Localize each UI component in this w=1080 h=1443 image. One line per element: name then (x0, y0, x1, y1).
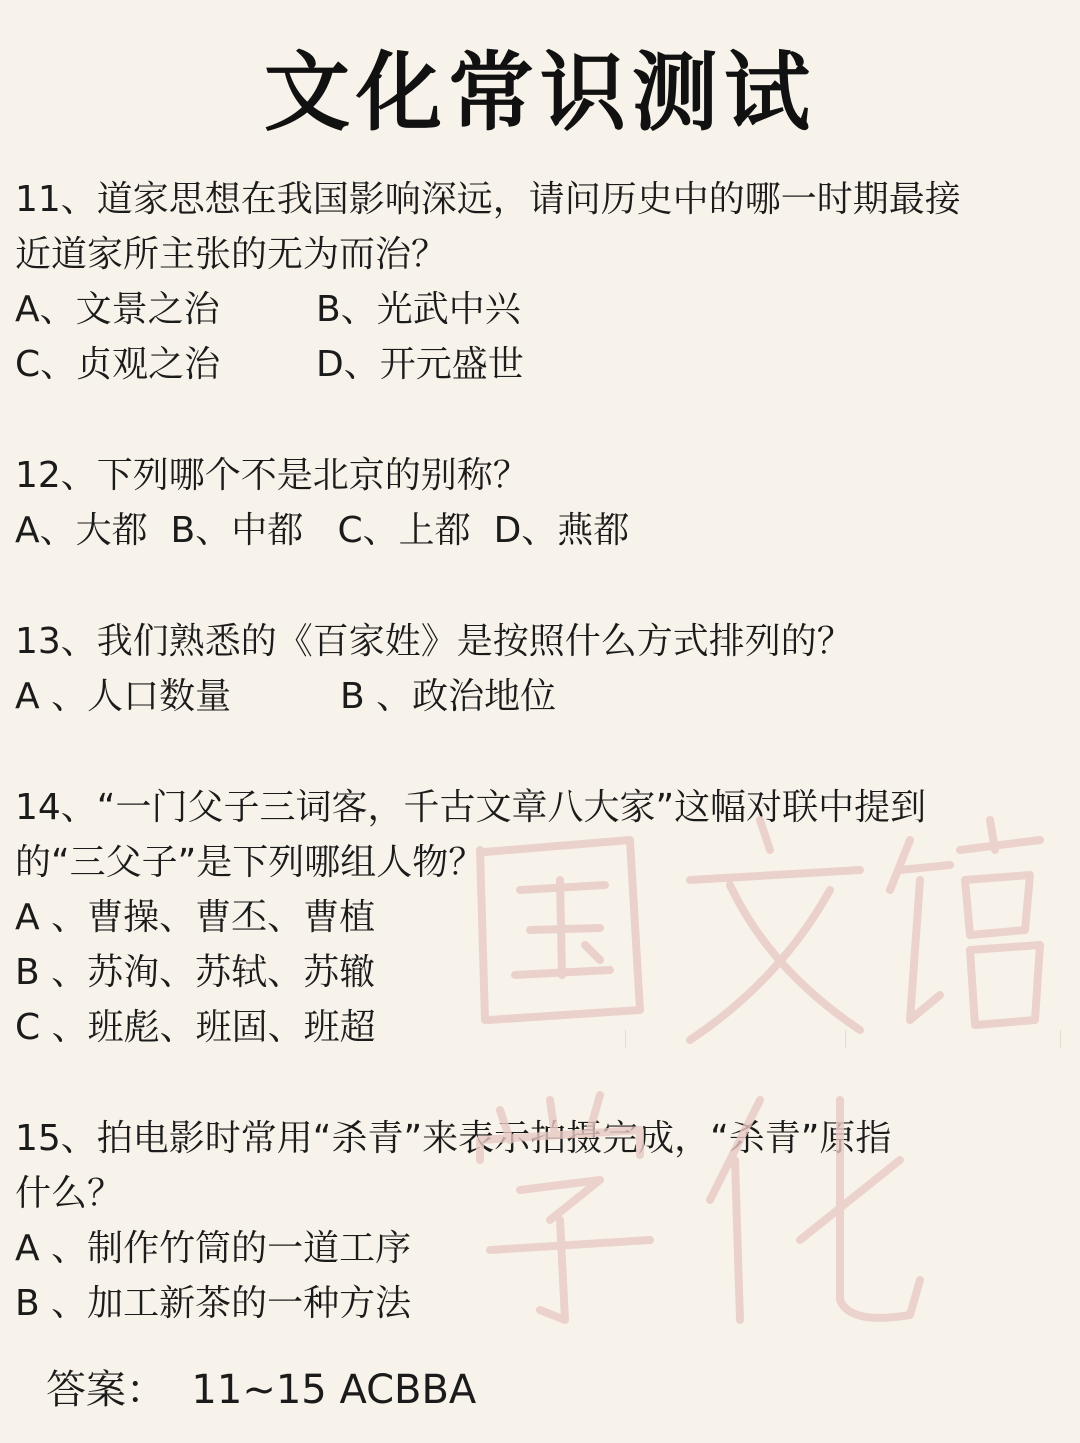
divider-tick (625, 1030, 626, 1048)
option: B、光武中兴 (316, 289, 521, 330)
option: A 、人口数量 (15, 676, 232, 717)
option: A 、制作竹筒的一道工序 (15, 1228, 412, 1269)
option-row (15, 503, 1065, 558)
question-15 (15, 1111, 1065, 1331)
question-text: 15、拍电影时常用“杀青”来表示拍摄完成，“杀青”原指 (15, 1118, 892, 1159)
option: A 、曹操、曹丕、曹植 (15, 897, 376, 938)
question-13 (15, 614, 1065, 724)
option: C 、班彪、班固、班超 (15, 1007, 376, 1048)
question-12 (15, 448, 1065, 558)
option: B 、加工新茶的一种方法 (15, 1283, 412, 1324)
question-14 (15, 780, 1065, 1055)
option: A、大都 B、中都 C、上都 D、燕都 (15, 510, 630, 551)
answer-key: 答案： 11~15 ACBBA (46, 1367, 477, 1413)
option-row (15, 1221, 1065, 1276)
question-text: 12、下列哪个不是北京的别称？ (15, 455, 529, 496)
option: B 、政治地位 (340, 676, 557, 717)
question-text: 11、道家思想在我国影响深远，请问历史中的哪一时期最接 (15, 179, 961, 220)
page-title: 文化常识测试 (264, 43, 816, 143)
question-11 (15, 172, 1065, 392)
option: A、文景之治 (15, 289, 220, 330)
option-row (15, 282, 1065, 337)
question-text: 14、“一门父子三词客，千古文章八大家”这幅对联中提到 (15, 787, 927, 828)
option-row (15, 945, 1065, 1000)
divider-tick (845, 1030, 846, 1048)
question-list (15, 172, 1065, 1331)
option-row (15, 1276, 1065, 1331)
option-row (15, 337, 1065, 392)
divider-tick (1060, 1030, 1061, 1048)
option: B 、苏洵、苏轼、苏辙 (15, 952, 376, 993)
option-row (15, 890, 1065, 945)
option-row (15, 669, 1065, 724)
option-row (15, 1000, 1065, 1055)
question-text: 什么？ (15, 1173, 124, 1214)
question-text: 近道家所主张的无为而治？ (15, 234, 448, 275)
option: D、开元盛世 (316, 344, 524, 385)
option: C、贞观之治 (15, 344, 221, 385)
question-text: 13、我们熟悉的《百家姓》是按照什么方式排列的？ (15, 621, 853, 662)
question-text: 的“三父子”是下列哪组人物？ (15, 842, 485, 883)
